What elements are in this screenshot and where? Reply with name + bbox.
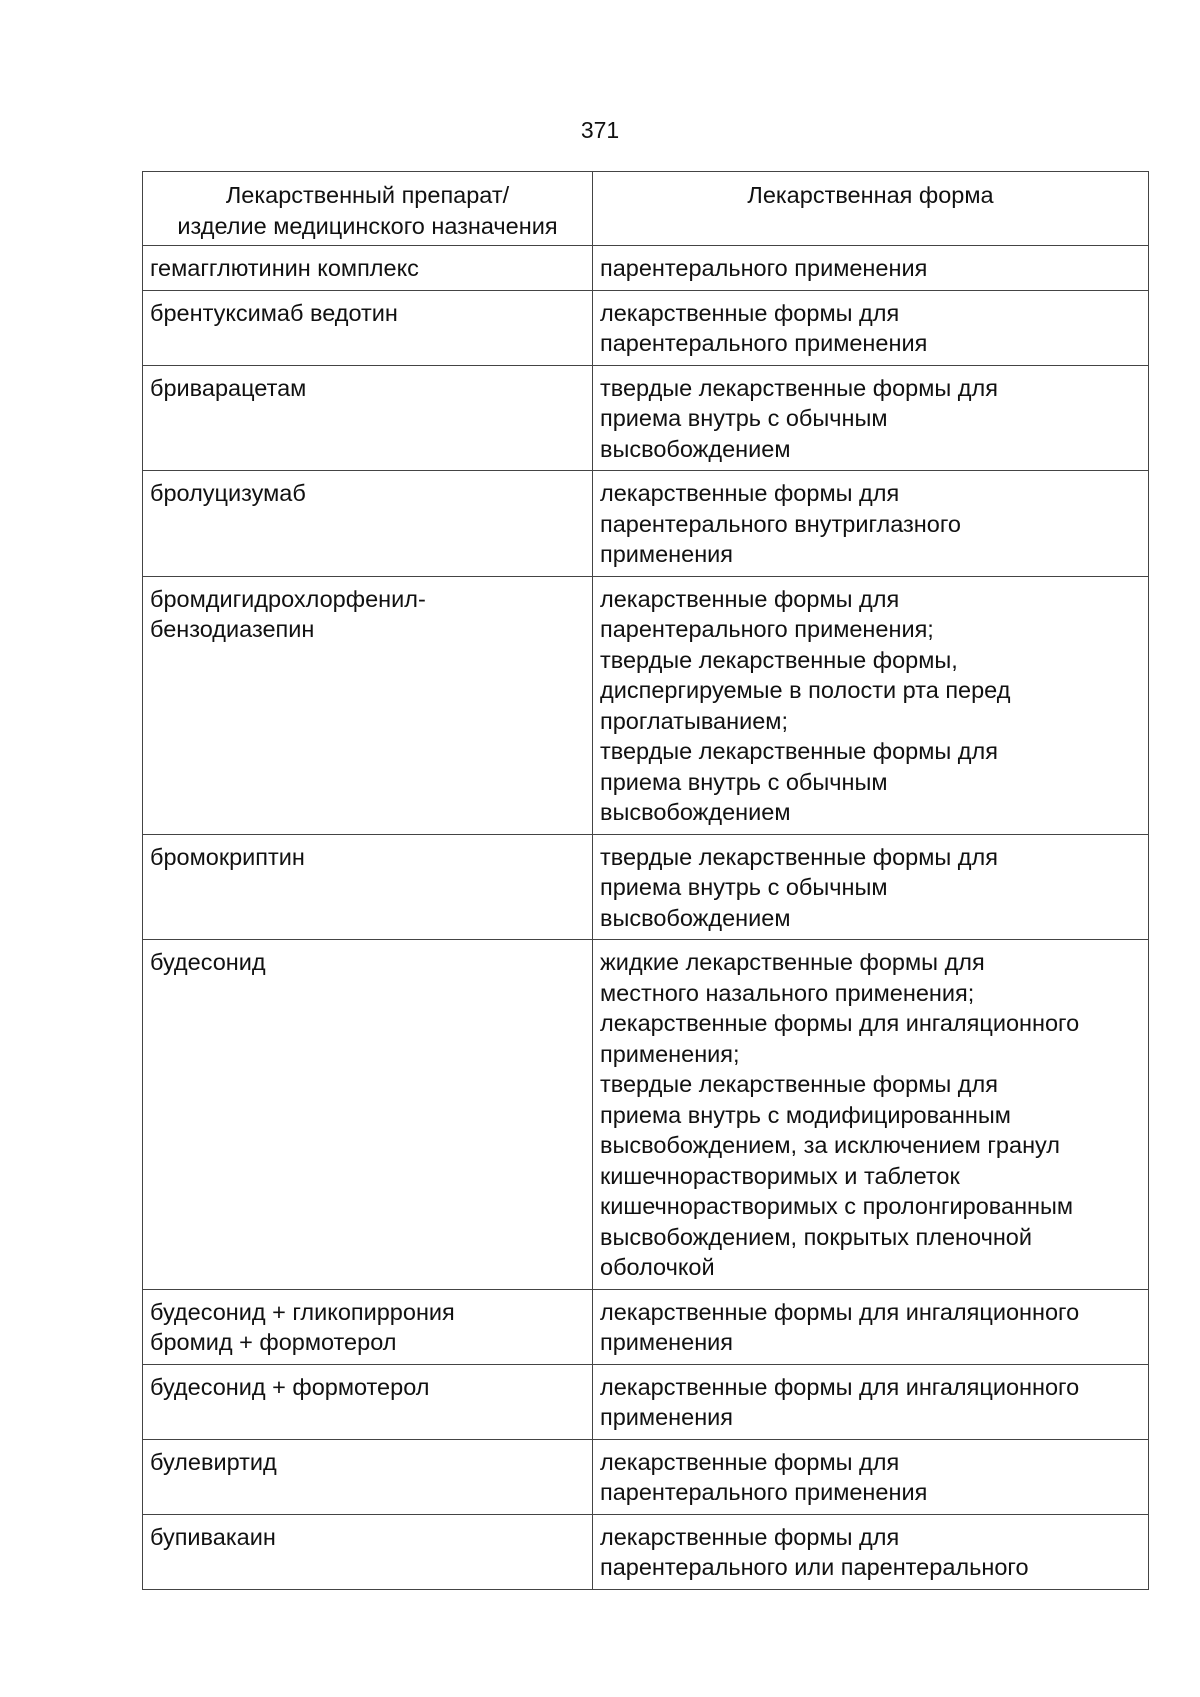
drug-cell — [143, 1514, 593, 1589]
form-cell — [593, 1364, 1149, 1439]
form-line: кишечнорастворимых с пролонгированным — [600, 1193, 1074, 1219]
header-drug — [143, 172, 593, 246]
drug-line: будесонид + гликопиррония — [150, 1298, 455, 1325]
form-line: применения — [600, 541, 734, 567]
form-line: применения — [600, 1329, 734, 1355]
drug-line: бромдигидрохлорфенил- — [150, 585, 426, 612]
header-drug-line: изделие медицинского назначения — [177, 212, 558, 239]
form-line: лекарственные формы для — [600, 1523, 900, 1550]
form-line: приема внутрь с обычным — [600, 874, 888, 900]
form-line: высвобождением — [600, 904, 791, 931]
form-line: лекарственные формы для ингаляционного — [600, 1373, 1080, 1400]
drug-line: бензодиазепин — [150, 616, 315, 642]
table-row — [143, 834, 1149, 940]
table-row — [143, 290, 1149, 365]
form-line: высвобождением — [600, 799, 791, 825]
drug-cell — [143, 246, 593, 291]
form-cell — [593, 1439, 1149, 1514]
form-line: лекарственные формы для — [600, 480, 900, 506]
drug-cell — [143, 940, 593, 1290]
form-cell — [593, 471, 1149, 577]
form-cell — [593, 365, 1149, 471]
form-line: парентерального применения — [600, 255, 928, 281]
form-line: лекарственные формы для ингаляционного — [600, 1010, 1080, 1036]
drug-line: гемагглютинин комплекс — [150, 255, 419, 281]
form-line: лекарственные формы для — [600, 1448, 900, 1475]
form-line: парентерального применения — [600, 1479, 928, 1505]
table-row — [143, 1289, 1149, 1364]
form-line: жидкие лекарственные формы для — [600, 949, 985, 975]
table-row — [143, 1439, 1149, 1514]
form-line: высвобождением — [600, 435, 791, 462]
form-line: приема внутрь с обычным — [600, 768, 888, 795]
drug-cell — [143, 834, 593, 940]
form-line: твердые лекарственные формы, — [600, 646, 958, 673]
drug-line: бромокриптин — [150, 843, 305, 870]
table-row — [143, 246, 1149, 291]
form-cell — [593, 1514, 1149, 1589]
drug-line: бромид + формотерол — [150, 1329, 397, 1355]
header-form — [593, 172, 1149, 246]
form-line: парентерального применения; — [600, 616, 934, 642]
form-cell — [593, 1289, 1149, 1364]
page-number: 371 — [580, 117, 620, 143]
header-form-line: Лекарственная форма — [747, 182, 994, 208]
drug-line: будесонид — [150, 949, 266, 975]
form-line: местного назального применения; — [600, 979, 975, 1006]
drug-line: брентуксимаб ведотин — [150, 299, 398, 326]
drug-cell — [143, 576, 593, 834]
form-cell — [593, 834, 1149, 940]
form-line: проглатыванием; — [600, 707, 788, 734]
form-line: кишечнорастворимых и таблеток — [600, 1162, 960, 1189]
table-row — [143, 1514, 1149, 1589]
table-header-row — [143, 172, 1149, 246]
form-line: твердые лекарственные формы для — [600, 374, 998, 401]
form-cell — [593, 290, 1149, 365]
form-line: приема внутрь с модифицированным — [600, 1101, 1011, 1128]
drug-cell — [143, 1289, 593, 1364]
drug-table — [142, 171, 1149, 1590]
form-line: высвобождением, за исключением гранул — [600, 1132, 1060, 1158]
table-row — [143, 576, 1149, 834]
drug-cell — [143, 365, 593, 471]
header-drug-line: Лекарственный препарат/ — [225, 182, 510, 208]
form-line: парентерального или парентерального — [600, 1554, 1029, 1580]
form-line: диспергируемые в полости рта перед — [600, 677, 1011, 703]
drug-line: бролуцизумаб — [150, 480, 306, 506]
table-row — [143, 1364, 1149, 1439]
form-line: приема внутрь с обычным — [600, 405, 888, 431]
drug-cell — [143, 1364, 593, 1439]
form-cell — [593, 246, 1149, 291]
form-line: твердые лекарственные формы для — [600, 738, 998, 764]
form-line: оболочкой — [600, 1254, 715, 1280]
form-line: твердые лекарственные формы для — [600, 1071, 998, 1097]
form-line: применения; — [600, 1040, 740, 1067]
form-line: применения — [600, 1404, 734, 1430]
table-row — [143, 365, 1149, 471]
form-line: высвобождением, покрытых пленочной — [600, 1223, 1032, 1250]
drug-cell — [143, 471, 593, 577]
drug-cell — [143, 290, 593, 365]
table-row — [143, 940, 1149, 1290]
drug-line: булевиртид — [150, 1448, 277, 1475]
drug-cell — [143, 1439, 593, 1514]
form-line: лекарственные формы для — [600, 585, 900, 612]
table-row — [143, 471, 1149, 577]
form-line: лекарственные формы для ингаляционного — [600, 1298, 1080, 1325]
form-line: твердые лекарственные формы для — [600, 843, 998, 870]
form-line: парентерального внутриглазного — [600, 510, 961, 537]
form-line: парентерального применения — [600, 330, 928, 356]
form-cell — [593, 940, 1149, 1290]
drug-line: бриварацетам — [150, 374, 307, 401]
drug-line: бупивакаин — [150, 1523, 276, 1550]
form-line: лекарственные формы для — [600, 299, 900, 326]
form-cell — [593, 576, 1149, 834]
drug-line: будесонид + формотерол — [150, 1373, 430, 1400]
